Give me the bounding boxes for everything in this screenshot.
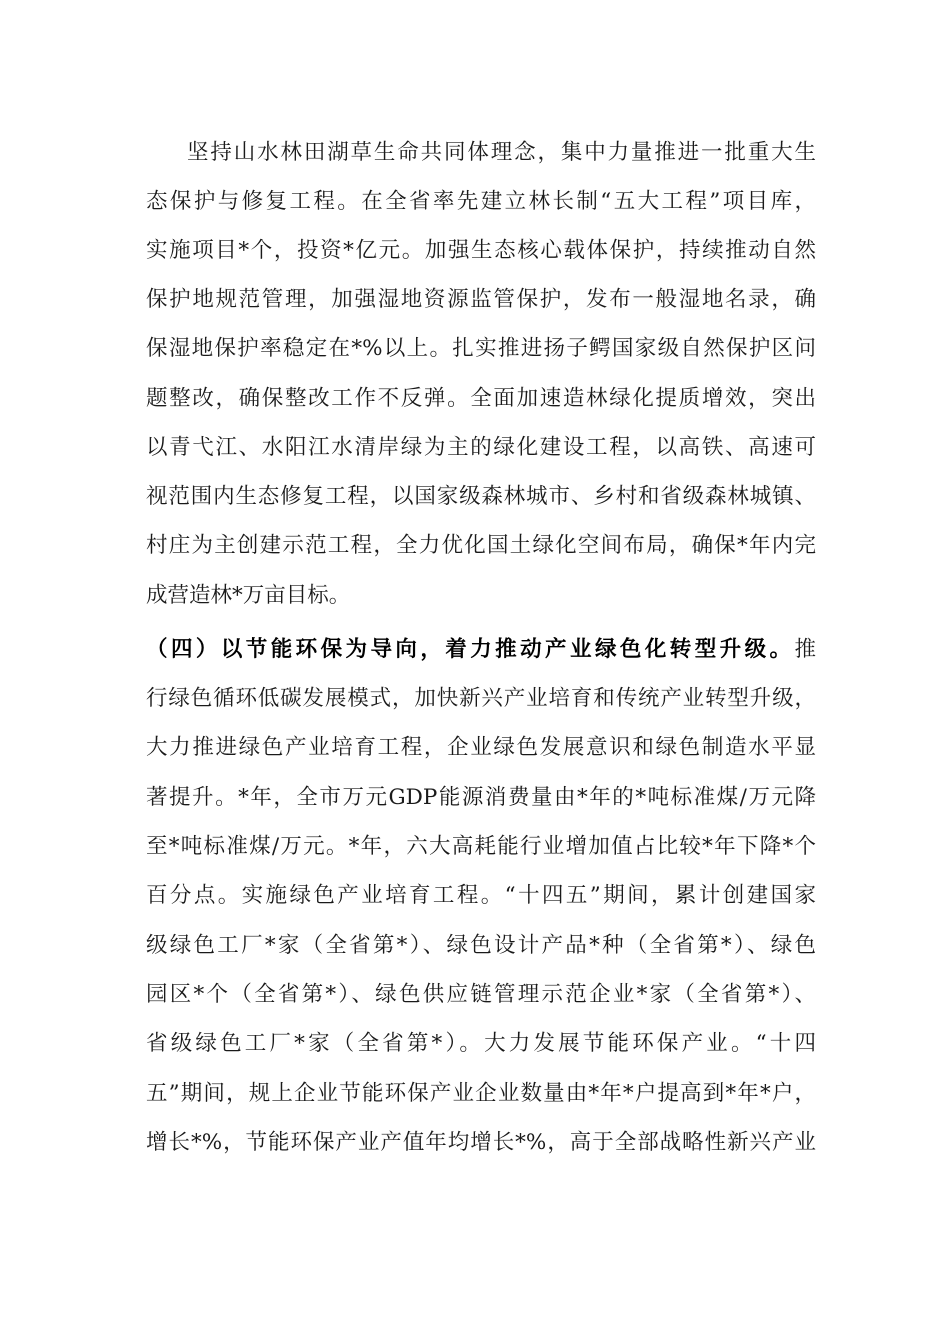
paragraph-2-line-9: 省级绿色工厂*家（全省第*）。大力发展节能环保产业。“十四 — [146, 1031, 816, 1056]
paragraph-2-line-2: 行绿色循环低碳发展模式，加快新兴产业培育和传统产业转型升级， — [146, 686, 816, 711]
paragraph-2-line-4: 著提升。*年，全市万元GDP能源消费量由*年的*吨标准煤/万元降 — [146, 785, 816, 810]
paragraph-2-line-11: 增长*%，节能环保产业产值年均增长*%，高于全部战略性新兴产业 — [146, 1130, 816, 1155]
paragraph-2-line-5: 至*吨标准煤/万元。*年，六大高耗能行业增加值占比较*年下降*个 — [146, 834, 816, 859]
paragraph-1-line-3: 实施项目*个，投资*亿元。加强生态核心载体保护，持续推动自然 — [146, 238, 816, 263]
paragraph-2-line-8: 园区*个（全省第*）、绿色供应链管理示范企业*家（全省第*）、 — [146, 982, 816, 1007]
paragraph-2-line-1 — [146, 630, 816, 670]
paragraph-1-line-1: 坚持山水林田湖草生命共同体理念，集中力量推进一批重大生 — [187, 140, 816, 165]
section-heading: （四）以节能环保为导向，着力推动产业绿色化转型升级。 — [146, 637, 795, 662]
paragraph-1-line-4: 保护地规范管理，加强湿地资源监管保护，发布一般湿地名录，确 — [146, 287, 816, 312]
paragraph-1-line-6: 题整改，确保整改工作不反弹。全面加速造林绿化提质增效，突出 — [146, 386, 816, 411]
paragraph-2-line-7: 级绿色工厂*家（全省第*）、绿色设计产品*种（全省第*）、绿色 — [146, 933, 816, 958]
paragraph-1-line-9: 村庄为主创建示范工程，全力优化国土绿化空间布局，确保*年内完 — [146, 533, 816, 558]
paragraph-1-line-2: 态保护与修复工程。在全省率先建立林长制“五大工程”项目库， — [146, 189, 816, 214]
paragraph-1-line-5: 保湿地保护率稳定在*%以上。扎实推进扬子鳄国家级自然保护区问 — [146, 336, 816, 361]
paragraph-2-line-3: 大力推进绿色产业培育工程，企业绿色发展意识和绿色制造水平显 — [146, 735, 816, 760]
heading-continuation: 推 — [794, 637, 816, 662]
paragraph-1-line-10: 成营造林*万亩目标。 — [146, 583, 351, 608]
paragraph-2-line-10: 五”期间，规上企业节能环保产业企业数量由*年*户提高到*年*户， — [146, 1081, 816, 1106]
paragraph-1-line-7: 以青弋江、水阳江水清岸绿为主的绿化建设工程，以高铁、高速可 — [146, 435, 816, 460]
paragraph-2-line-6: 百分点。实施绿色产业培育工程。“十四五”期间，累计创建国家 — [146, 883, 816, 908]
paragraph-1-line-8: 视范围内生态修复工程，以国家级森林城市、乡村和省级森林城镇、 — [146, 484, 816, 509]
